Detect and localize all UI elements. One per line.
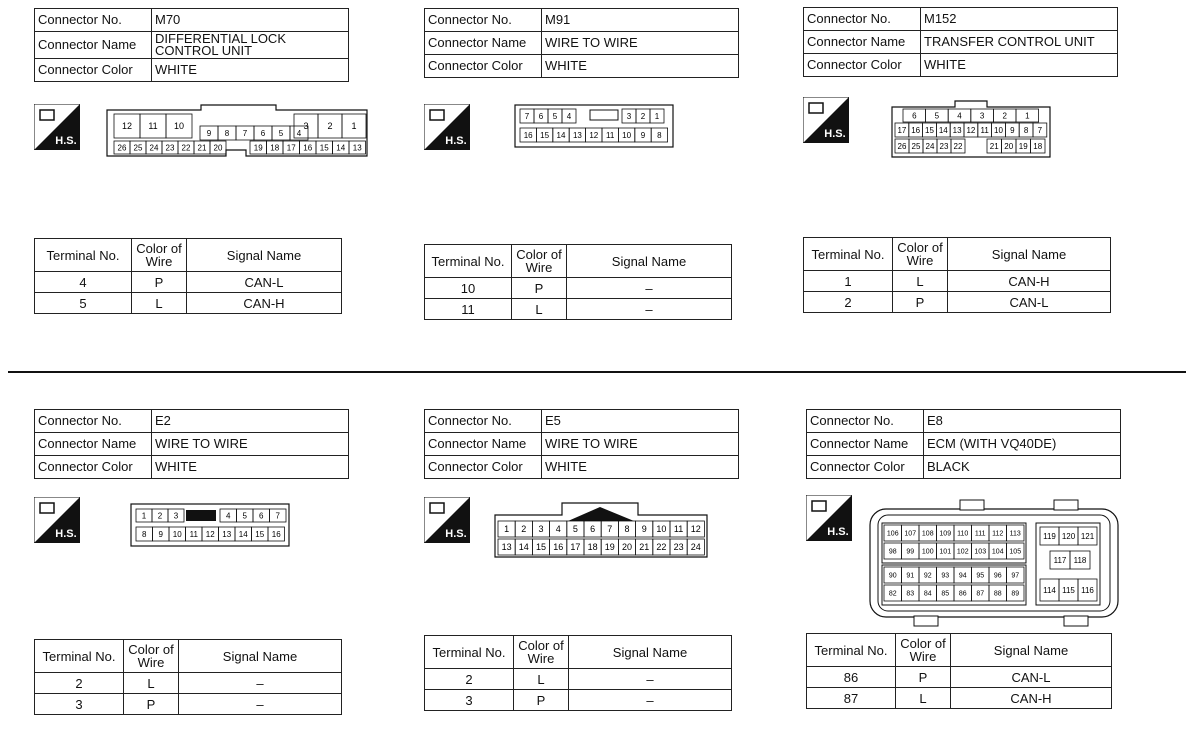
pin-label: 13 [501,542,512,553]
connector-info-table [803,7,1118,77]
pin-label: 13 [222,529,232,539]
connector-face-diagram [891,99,1051,159]
table-row: 2 P CAN-L [804,292,1111,313]
signal-header: Signal Name [951,634,1112,667]
pin-label: 100 [921,548,934,556]
pin-label: 23 [165,143,175,153]
signal-header: Signal Name [948,238,1111,271]
pin-label: 83 [906,590,915,598]
pin-label: 107 [904,530,917,538]
label-connector-name: Connector Name [35,32,152,59]
pin-label: 1 [654,111,660,121]
pin-label: 21 [989,141,999,151]
connector-name-value: WIRE TO WIRE [152,433,349,456]
harness-side-icon [424,104,470,150]
signal-header: Signal Name [569,636,732,669]
pin-label: 17 [897,125,907,135]
pin-label: 8 [624,524,630,535]
connector-no-value: M70 [152,9,349,32]
signal-header: Signal Name [187,239,342,272]
pin-label: 11 [606,130,615,140]
pin-label: 9 [1010,125,1015,135]
connector-color-value: BLACK [924,456,1121,479]
connector-face-diagram [494,497,708,559]
pin-label: 91 [906,572,915,580]
pin-label: 10 [173,121,185,132]
label-connector-no: Connector No. [425,410,542,433]
label-connector-no: Connector No. [804,8,921,31]
connector-name-value: WIRE TO WIRE [542,433,739,456]
pin-label: 4 [296,128,302,138]
pin-label: 92 [923,572,932,580]
terminal-no-header: Terminal No. [807,634,896,667]
color-header: Color of Wire [896,634,951,667]
pin-label: 120 [1061,531,1076,541]
pin-label: 18 [1033,141,1043,151]
pin-label: 86 [958,590,967,598]
pin-label: 20 [213,143,223,153]
pin-label: 11 [980,125,989,135]
connector-name-value: DIFFERENTIAL LOCK CONTROL UNIT [152,32,349,59]
pin-label: 19 [1018,141,1028,151]
connector-face-diagram [514,104,674,148]
pin-label: 5 [242,511,247,521]
pin-label: 85 [941,590,950,598]
harness-side-icon [803,97,849,143]
pin-label: 10 [622,130,632,140]
pin-label: 23 [939,141,949,151]
connector-color-value: WHITE [152,59,349,82]
pin-label: 7 [524,111,530,121]
pin-label: 5 [552,111,558,121]
connector-no-value: M91 [542,9,739,32]
pin-label: 7 [275,511,280,521]
terminal-table [803,237,1111,313]
pin-label: 15 [925,125,934,135]
pin-label: 1 [351,121,357,132]
pin-label: 104 [991,548,1004,556]
pin-label: 106 [886,530,899,538]
pin-label: 12 [205,529,215,539]
connector-panel-m152 [803,7,1143,337]
pin-label: 3 [979,111,985,121]
pin-label: 116 [1081,585,1094,595]
connector-name-value: WIRE TO WIRE [542,32,739,55]
label-connector-no: Connector No. [425,9,542,32]
pin-label: 16 [271,529,281,539]
pin-label: 101 [939,548,952,556]
table-row: 87 L CAN-H [807,688,1112,709]
pin-label: 94 [958,572,967,580]
pin-label: 7 [1037,125,1043,135]
pin-label: 98 [888,548,897,556]
pin-label: 14 [938,125,948,135]
pin-label: 7 [242,128,248,138]
pin-label: 8 [142,529,147,539]
pin-label: 121 [1080,531,1095,541]
connector-no-value: E8 [924,410,1121,433]
connector-name-value: TRANSFER CONTROL UNIT [921,31,1118,54]
pin-label: 25 [133,143,143,153]
label-connector-color: Connector Color [35,456,152,479]
signal-header: Signal Name [179,640,342,673]
terminal-no-header: Terminal No. [35,239,132,272]
pin-label: 21 [639,542,650,553]
pin-label: 26 [117,143,127,153]
terminal-no-header: Terminal No. [35,640,124,673]
pin-label: 12 [690,524,701,535]
pin-label: 17 [570,542,581,553]
connector-face-diagram [106,104,368,158]
pin-label: 11 [673,524,684,535]
label-connector-color: Connector Color [425,55,542,78]
pin-label: 10 [172,529,182,539]
pin-label: 10 [994,125,1003,135]
pin-label: 117 [1053,555,1067,565]
pin-label: 14 [238,529,248,539]
table-row: 10 P – [425,278,732,299]
harness-side-icon [424,497,470,543]
label-connector-no: Connector No. [807,410,924,433]
pin-label: 13 [952,125,962,135]
label-connector-name: Connector Name [425,433,542,456]
label-connector-no: Connector No. [35,410,152,433]
connector-info-table [34,409,349,479]
pin-label: 6 [260,128,266,138]
color-header: Color of Wire [132,239,187,272]
label-connector-color: Connector Color [807,456,924,479]
label-connector-no: Connector No. [35,9,152,32]
pin-label: 87 [976,590,985,598]
pin-label: 16 [553,542,564,553]
pin-label: 105 [1009,548,1022,556]
pin-label: 108 [921,530,934,538]
signal-header: Signal Name [567,245,732,278]
pin-label: 3 [538,524,544,535]
connector-info-table [424,409,739,479]
connector-info-table [806,409,1121,479]
pin-label: 15 [540,130,550,140]
pin-label: 15 [255,529,265,539]
pin-label: 9 [206,128,212,138]
connector-panel-e2 [34,409,374,739]
terminal-no-header: Terminal No. [804,238,893,271]
terminal-table [424,635,732,711]
connector-no-value: M152 [921,8,1118,31]
pin-label: 10 [656,524,667,535]
terminal-table [34,238,342,314]
pin-label: 5 [278,128,284,138]
pin-label: 15 [535,542,547,553]
pin-label: 6 [538,111,544,121]
table-row: 86 P CAN-L [807,667,1112,688]
connector-no-value: E5 [542,410,739,433]
pin-label: 93 [941,572,950,580]
pin-label: 109 [939,530,952,538]
pin-label: 18 [270,143,280,153]
pin-label: 9 [158,529,163,539]
pin-label: 22 [181,143,191,153]
pin-label: 8 [224,128,230,138]
pin-label: 18 [587,542,598,553]
pin-label: 114 [1043,585,1056,595]
pin-label: 111 [974,530,986,538]
connector-color-value: WHITE [542,55,739,78]
pin-label: 1 [504,524,510,535]
pin-label: 9 [641,524,647,535]
pin-label: 4 [566,111,572,121]
table-row: 11 L – [425,299,732,320]
pin-label: 88 [993,590,1002,598]
pin-label: 99 [906,548,915,556]
pin-label: 8 [657,130,662,140]
pin-label: 115 [1062,585,1075,595]
pin-label: 17 [286,143,296,153]
pin-label: 3 [173,511,179,521]
pin-label: 16 [523,130,533,140]
pin-label: 23 [673,542,684,553]
pin-label: 12 [589,130,599,140]
label-connector-name: Connector Name [425,32,542,55]
table-row: 3 P – [35,694,342,715]
pin-label: 12 [966,125,976,135]
pin-label: 4 [957,111,962,121]
color-header: Color of Wire [512,245,567,278]
pin-label: 8 [1023,125,1029,135]
terminal-table [806,633,1112,709]
section-divider [8,371,1186,373]
pin-label: 84 [923,590,932,598]
connector-info-table [424,8,739,78]
pin-label: 5 [572,524,578,535]
label-connector-color: Connector Color [425,456,542,479]
pin-label: 13 [352,143,362,153]
connector-panel-e8 [806,409,1146,739]
table-row: 2 L – [425,669,732,690]
connector-info-table [34,8,349,82]
color-header: Color of Wire [124,640,179,673]
pin-label: 119 [1043,531,1056,541]
svg-text:H.S.: H.S. [827,526,849,538]
pin-label: 11 [189,529,198,539]
pin-label: 15 [319,143,329,153]
pin-label: 16 [911,125,921,135]
pin-label: 2 [157,511,163,521]
pin-label: 1 [1025,111,1030,121]
pin-label: 103 [974,548,987,556]
pin-label: 11 [148,121,158,132]
table-row: 4 P CAN-L [35,272,342,293]
pin-label: 118 [1073,555,1087,565]
pin-label: 20 [621,542,633,553]
table-row: 2 L – [35,673,342,694]
harness-side-icon [34,497,80,543]
connector-color-value: WHITE [542,456,739,479]
pin-label: 25 [911,141,921,151]
connector-face-diagram [868,499,1120,627]
terminal-no-header: Terminal No. [425,636,514,669]
pin-label: 1 [141,511,147,521]
table-row: 5 L CAN-H [35,293,342,314]
connector-no-value: E2 [152,410,349,433]
pin-label: 22 [953,141,963,151]
label-connector-color: Connector Color [804,54,921,77]
pin-label: 6 [259,511,264,521]
svg-text:H.S.: H.S. [824,128,846,140]
pin-label: 20 [1004,141,1014,151]
pin-label: 102 [956,548,969,556]
pin-label: 7 [607,524,613,535]
color-header: Color of Wire [514,636,569,669]
harness-side-icon [806,495,852,541]
pin-label: 14 [556,130,566,140]
svg-text:H.S.: H.S. [445,528,467,540]
pin-label: 2 [521,524,527,535]
pin-label: 110 [957,530,969,538]
pin-label: 19 [253,143,263,153]
pin-label: 26 [897,141,907,151]
connector-face-diagram [130,503,290,547]
terminal-table [34,639,342,715]
pin-label: 96 [993,572,1002,580]
pin-label: 6 [912,111,917,121]
pin-label: 2 [1002,111,1007,121]
pin-label: 22 [656,542,667,553]
label-connector-name: Connector Name [807,433,924,456]
pin-label: 4 [555,524,561,535]
pin-label: 13 [572,130,582,140]
pin-label: 6 [590,524,596,535]
connector-panel-m70 [34,8,374,338]
terminal-no-header: Terminal No. [425,245,512,278]
pin-label: 95 [976,572,985,580]
connector-color-value: WHITE [921,54,1118,77]
svg-text:H.S.: H.S. [55,135,77,147]
pin-label: 5 [934,111,940,121]
pin-label: 16 [303,143,313,153]
pin-label: 4 [226,511,231,521]
terminal-table [424,244,732,320]
label-connector-name: Connector Name [35,433,152,456]
table-row: 1 L CAN-H [804,271,1111,292]
connector-panel-e5 [424,409,764,739]
pin-label: 90 [888,572,897,580]
pin-label: 19 [604,542,615,553]
label-connector-color: Connector Color [35,59,152,82]
color-header: Color of Wire [893,238,948,271]
pin-label: 112 [992,530,1004,538]
pin-label: 24 [690,542,701,553]
pin-label: 113 [1009,530,1021,538]
pin-label: 2 [640,111,646,121]
svg-text:H.S.: H.S. [55,528,77,540]
pin-label: 89 [1011,590,1020,598]
harness-side-icon [34,104,80,150]
pin-label: 97 [1011,572,1020,580]
pin-label: 2 [327,121,333,132]
pin-label: 82 [888,590,897,598]
svg-text:H.S.: H.S. [445,135,467,147]
connector-panel-m91 [424,8,764,338]
label-connector-name: Connector Name [804,31,921,54]
pin-label: 14 [518,542,529,553]
pin-label: 9 [640,130,646,140]
pin-label: 24 [149,143,159,153]
pin-label: 24 [925,141,935,151]
connector-color-value: WHITE [152,456,349,479]
connector-name-value: ECM (WITH VQ40DE) [924,433,1121,456]
table-row: 3 P – [425,690,732,711]
pin-label: 3 [626,111,632,121]
pin-label: 12 [121,121,133,132]
pin-label: 14 [336,143,346,153]
pin-label: 3 [303,121,309,132]
pin-label: 21 [197,143,207,153]
